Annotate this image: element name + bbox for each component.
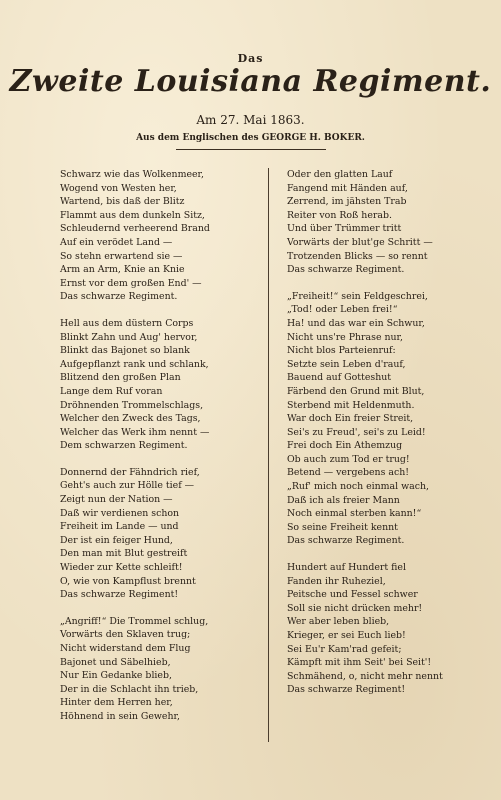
poem-line: Arm an Arm, Knie an Knie [60, 264, 185, 276]
poem-line: Daß ich als freier Mann [287, 494, 400, 506]
poem-line: Das schwarze Regiment. [287, 264, 405, 276]
poem-line: Bajonet und Säbelhieb, [60, 656, 171, 668]
column-divider [268, 168, 269, 742]
poem-line: Bauend auf Gotteshut [287, 372, 392, 384]
poem-line: Wartend, bis daß der Blitz [60, 196, 185, 208]
poem-line: Aufgepflanzt rank und schlank, [60, 358, 209, 370]
right-column [287, 168, 477, 710]
poem-line: Sei Eu'r Kam'rad gefeit; [287, 643, 402, 655]
stanza [287, 168, 477, 277]
poem-line: Wer aber leben blieb, [287, 616, 390, 628]
poem-line: Ob auch zum Tod er trug! [287, 453, 410, 465]
poem-line: Peitsche und Fessel schwer [287, 589, 418, 601]
poem-line: Nicht blos Parteienruf: [287, 345, 396, 357]
poem-line: Welcher den Zweck des Tags, [60, 413, 201, 425]
stanza [60, 317, 250, 453]
poem-line: Schwarz wie das Wolkenmeer, [60, 169, 204, 180]
poem-line: So stehn erwartend sie — [60, 250, 183, 262]
poem-line: Vorwärts den Sklaven trug; [60, 629, 191, 641]
poem-line: Zerrend, im jähsten Trab [287, 196, 407, 208]
source-line: Aus dem Englischen des GEORGE H. BOKER. [136, 133, 365, 143]
poem-line: Wogend von Westen her, [60, 182, 177, 194]
stanza [60, 168, 250, 304]
poem-line: Der in die Schlacht ihn trieb, [60, 683, 199, 695]
poem-line: Blitzend den großen Plan [60, 372, 181, 384]
poem-line: Betend — vergebens ach! [287, 467, 410, 479]
poem-line: O, wie von Kampflust brennt [60, 575, 196, 587]
poem-line: Lange dem Ruf voran [60, 385, 163, 397]
poem-line: Färbend den Grund mit Blut, [287, 385, 425, 397]
poem-line: Kämpft mit ihm Seit' bei Seit'! [287, 657, 432, 669]
page-title: Zweite Louisiana Regiment. [9, 64, 492, 99]
poem-line: „Ruf' mich noch einmal wach, [287, 481, 430, 493]
title-rule [176, 149, 326, 150]
poem-line: Schleudernd verheerend Brand [60, 223, 210, 235]
stanza [60, 615, 250, 724]
poem-line: Das schwarze Regiment! [60, 589, 179, 601]
left-column [60, 168, 250, 737]
poem-line: „Angriff!“ Die Trommel schlug, [60, 615, 209, 627]
poem-line: Nicht widerstand dem Flug [60, 643, 191, 654]
poem-line: Den man mit Blut gestreift [60, 548, 188, 560]
poem-line: Reiter von Roß herab. [287, 209, 392, 221]
poem-line: Dröhnenden Trommelschlags, [60, 399, 204, 411]
poem-line: Frei doch Ein Athemzug [287, 440, 403, 452]
poem-line: Geht's auch zur Hölle tief — [60, 480, 195, 492]
poem-line: Krieger, er sei Euch lieb! [287, 630, 406, 641]
poem-line: So seine Freiheit kennt [287, 521, 398, 533]
poem-line: Nur Ein Gedanke blieb, [60, 670, 172, 682]
poem-line: Vorwärts der blut'ge Schritt — [287, 236, 433, 248]
poem-line: Wieder zur Kette schleift! [60, 562, 183, 574]
poem-line: Schmähend, o, nicht mehr nennt [287, 670, 443, 682]
poem-line: Setzte sein Leben d'rauf, [287, 358, 406, 370]
poem-line: Daß wir verdienen schon [60, 507, 180, 519]
poem-line: Höhnend in sein Gewehr, [60, 710, 180, 722]
poem-line: Fangend mit Händen auf, [287, 182, 408, 194]
poem-line: Auf ein verödet Land — [60, 236, 173, 248]
heading-das: Das [237, 52, 264, 65]
poem-line: Blinkt das Bajonet so blank [60, 345, 190, 357]
poem-line: Donnernd der Fähndrich rief, [60, 466, 200, 478]
poem-line: „Freiheit!“ sein Feldgeschrei, [287, 290, 428, 302]
poem-line: Trotzenden Blicks — so rennt [287, 250, 428, 262]
stanza [60, 466, 250, 602]
poem-line: Soll sie nicht drücken mehr! [287, 602, 423, 614]
date-line: Am 27. Mai 1863. [196, 113, 305, 127]
poem-line: Das schwarze Regiment. [60, 291, 178, 303]
poem-line: Das schwarze Regiment. [287, 535, 405, 547]
poem-line: Blinkt Zahn und Aug' hervor, [60, 331, 198, 343]
poem-line: Der ist ein feiger Hund, [60, 534, 173, 546]
poem-line: War doch Ein freier Streit, [287, 413, 414, 425]
poem-line: Sei's zu Freud', sei's zu Leid! [287, 426, 426, 438]
poem-line: Oder den glatten Lauf [287, 169, 393, 180]
poem-line: Sterbend mit Heldenmuth. [287, 399, 415, 411]
poem-line: Das schwarze Regiment! [287, 684, 406, 696]
poem-line: Zeigt nun der Nation — [60, 494, 173, 506]
poem-line: Hinter dem Herren her, [60, 697, 173, 709]
poem-line: Freiheit im Lande — und [60, 521, 179, 533]
poem-line: Und über Trümmer tritt [287, 223, 402, 235]
poem-line: Hundert auf Hundert fiel [287, 562, 406, 574]
poem-line: Ha! und das war ein Schwur, [287, 317, 425, 329]
poem-line: Fanden ihr Ruheziel, [287, 575, 386, 587]
stanza [287, 290, 477, 548]
stanza [287, 561, 477, 697]
poem-line: Noch einmal sterben kann!“ [287, 508, 422, 520]
poem-line: Welcher das Werk ihm nennt — [60, 426, 210, 438]
poem-line: Dem schwarzen Regiment. [60, 440, 188, 452]
poem-line: „Tod! oder Leben frei!“ [287, 304, 398, 316]
poem-line: Nicht uns're Phrase nur, [287, 331, 403, 343]
poem-line: Ernst vor dem großen End' — [60, 277, 202, 289]
poem-line: Hell aus dem düstern Corps [60, 317, 194, 329]
poem-line: Flammt aus dem dunkeln Sitz, [60, 209, 205, 221]
